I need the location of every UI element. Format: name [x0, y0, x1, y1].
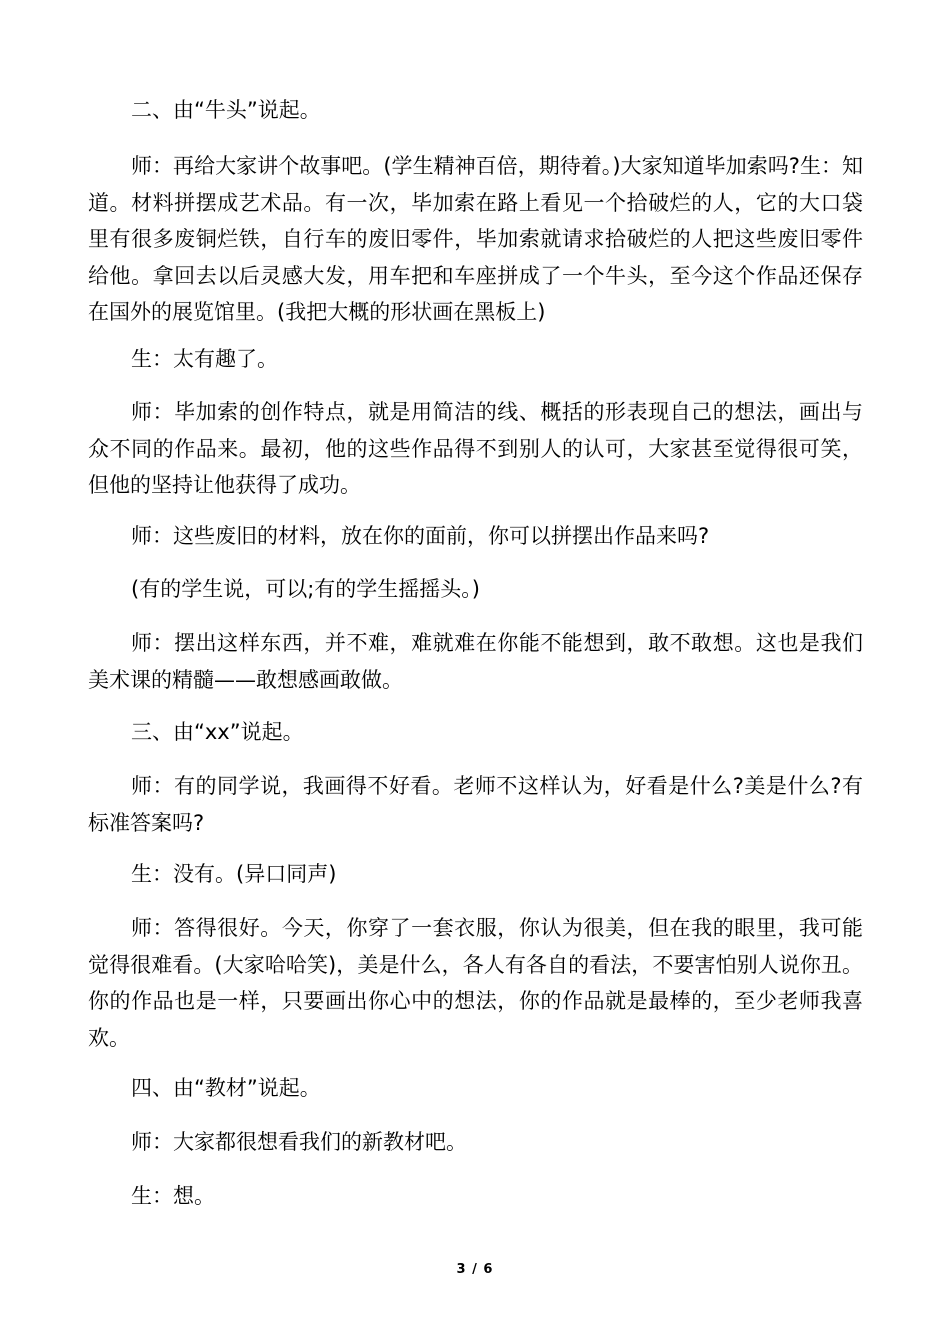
paragraph-new-textbook: 师：大家都很想看我们的新教材吧。	[131, 1130, 467, 1154]
paragraph-picasso-style: 师：毕加索的创作特点，就是用简洁的线、概括的形表现自己的想法，画出与众不同的作品来。最初，他的这些作品得不到别人的认可，大家甚至觉得很可笑，但他的坚持让他获得了成功。	[88, 400, 863, 497]
page-number: 3 / 6	[456, 1262, 494, 1277]
section-heading-xx: 三、由“xx”说起。	[131, 720, 304, 744]
paragraph-good-answer: 师：答得很好。今天，你穿了一套衣服，你认为很美，但在我的眼里，我可能觉得很难看。(大家哈哈笑)，美是什么，各人有各自的看法，不要害怕别人说你丑。你的作品也是一样，只要画出你心中的想法，你的作品就是最棒的，至少老师我喜欢。	[88, 916, 863, 1050]
paragraph-dare-to-think: 师：摆出这样东西，并不难，难就难在你能不能想到，敢不敢想。这也是我们美术课的精髓——敢想感画敢做。	[88, 631, 863, 692]
section-heading-jiaocai: 四、由“教材”说起。	[131, 1076, 321, 1100]
paragraph-picasso-story: 师：再给大家讲个故事吧。(学生精神百倍，期待着。)大家知道毕加索吗?生：知道。材料拼摆成艺术品。有一次，毕加索在路上看见一个拾破烂的人，它的大口袋里有很多废铜烂铁，自行车的废旧零件，毕加索就请求拾破烂的人把这些废旧零件给他。拿回去以后灵感大发，用车把和车座拼成了一个牛头，至今这个作品还保存在国外的展览馆里。(我把大概的形状画在黑板上)	[88, 154, 863, 324]
paragraph-what-is-beauty: 师：有的同学说，我画得不好看。老师不这样认为，好看是什么?美是什么?有标准答案吗?	[88, 774, 863, 835]
paragraph-student-reaction: (有的学生说，可以;有的学生摇摇头。)	[131, 577, 480, 601]
section-heading-niutou: 二、由“牛头”说起。	[131, 98, 321, 122]
paragraph-teacher-question: 师：这些废旧的材料，放在你的面前，你可以拼摆出作品来吗?	[131, 524, 710, 548]
paragraph-student-reply: 生：太有趣了。	[131, 347, 278, 371]
paragraph-student-want: 生：想。	[131, 1184, 215, 1208]
paragraph-students-answer: 生：没有。(异口同声)	[131, 862, 337, 886]
